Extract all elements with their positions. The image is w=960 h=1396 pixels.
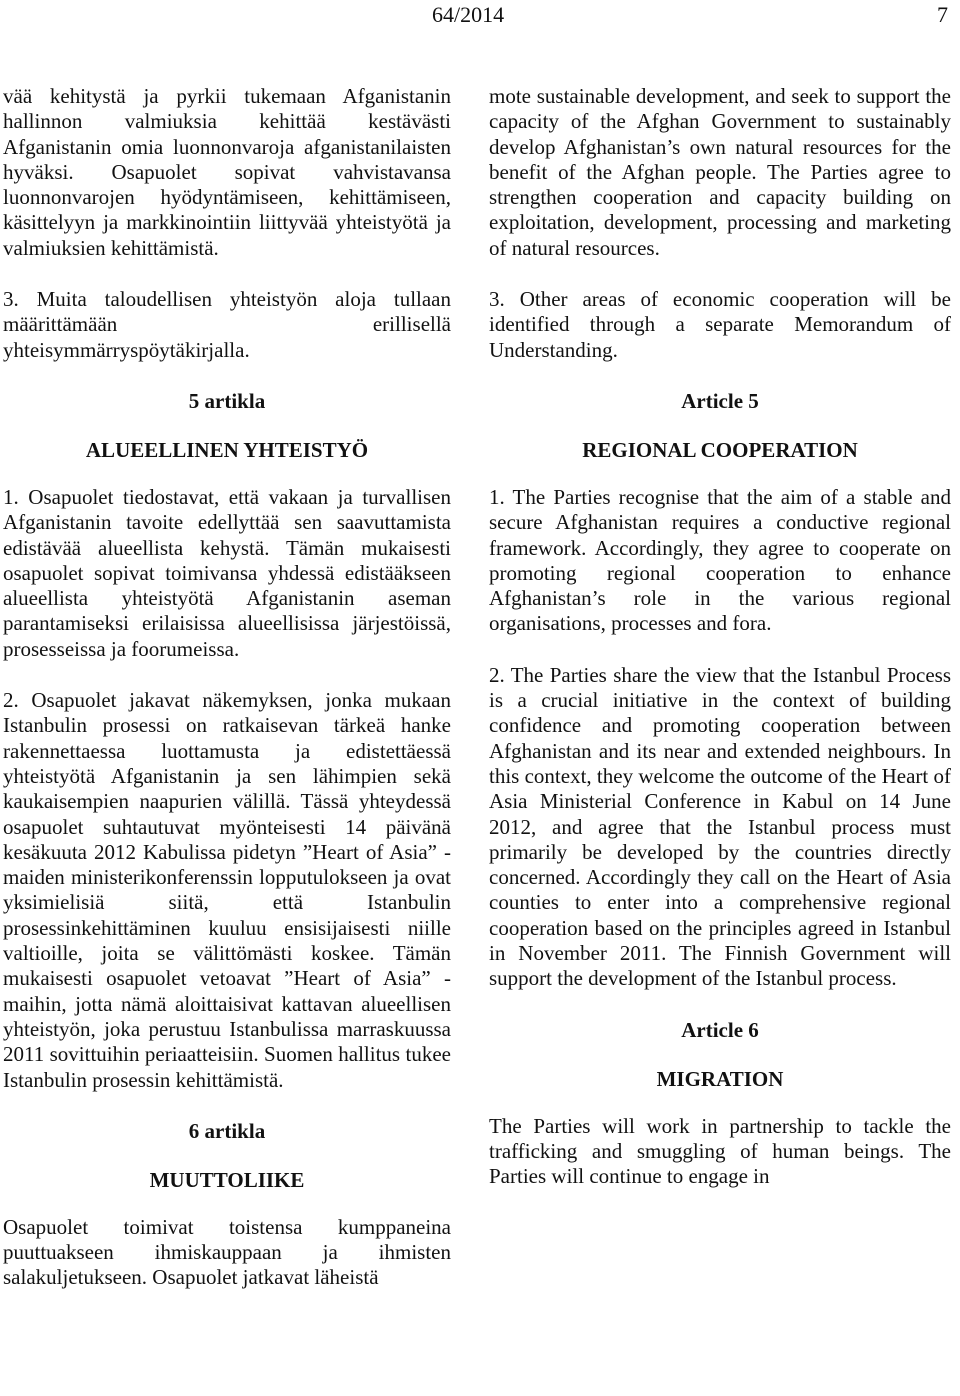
fi-paragraph-3: 3. Muita taloudellisen yhteistyön aloja tullaan määrittämään erillisellä yhteisymmärryspöytäkirjalla. [3,287,451,362]
fi-paragraph-intro: vää kehitystä ja pyrkii tukemaan Afganistanin hallinnon valmiuksia kehittää kestävästi Afganistanin omia luonnonvaroja afganistanilaisten hyväksi. Osapuolet sopivat vahvistavansa luonnonvarojen hyödyntämiseen, kehittämiseen, käsittelyyn ja markkinointiin liittyvää yhteistyötä ja valmiuksien kehittämistä. [3,84,451,260]
fi-article-5-paragraph-1: 1. Osapuolet tiedostavat, että vakaan ja turvallisen Afganistanin tavoite edellyttää sen saavuttamista edistävää alueellista kehystä. Tämän mukaisesti osapuolet sopivat toimivansa yhdessä edistääkseen alueellista yhteistyötä Afganistanin aseman parantamiseksi erilaisissa alueellisissa järjestöissä, prosesseissa ja foorumeissa. [3,484,451,661]
en-paragraph-3: 3. Other areas of economic cooperation will be identified through a separate Memorandum of Understanding. [489,287,951,362]
fi-article-6-title: MUUTTOLIIKE [149,1167,305,1192]
en-paragraph-intro: mote sustainable development, and seek to support the capacity of the Afghan Government to sustainably develop Afghanistan’s own natural resources for the benefit of the Afghan people. The Parties agree to strengthen cooperation and capacity building on exploitation, development, processing and marketing of natural resources. [489,84,951,260]
en-article-6-heading: Article 6 [681,1017,759,1042]
finnish-column [3,84,451,1315]
fi-article-6-paragraph-1: Osapuolet toimivat toistensa kumppaneina puuttuakseen ihmiskauppaan ja ihmisten salakuljetukseen. Osapuolet jatkavat läheistä [3,1214,451,1290]
fi-article-5-paragraph-2: 2. Osapuolet jakavat näkemyksen, jonka mukaan Istanbulin prosessi on ratkaisevan tärkeä hanke rakennettaessa luottamusta ja edistettäessä yhteistyötä Afganistanin ja sen lähimpien sekä kaukaisempien naapurien välillä. Tässä yhteydessä osapuolet suhtautuvat myönteisesti 14 päivänä kesäkuuta 2012 Kabulissa pidetyn ”Heart of Asia” -maiden ministerikonferenssin lopputulokseen ja ovat yksimielisiä siitä, että Istanbulin prosessinkehittäminen kuuluu ensisijaisesti niille valtioille, joita se välittömästi koskee. Tämän mukaisesti osapuolet vetoavat ”Heart of Asia” -maihin, jotta nämä aloittaisivat kattavan alueellisen yhteistyön, joka perustuu Istanbulissa marraskuussa 2011 sovittuihin periaatteisiin. Suomen hallitus tukee Istanbulin prosessin kehittämistä. [3,688,451,1092]
en-article-6-title: MIGRATION [656,1066,784,1091]
fi-article-5-heading: 5 artikla [188,388,266,413]
en-article-5-heading: Article 5 [681,388,759,413]
en-article-5-paragraph-2: 2. The Parties share the view that the Istanbul Process is a crucial initiative in the context of building confidence and promoting cooperation between Afghanistan and its near and extended neighbours. In this context, they welcome the outcome of the Heart of Asia Ministerial Conference in Kabul on 14 June 2012, and agree that the Istanbul process must primarily be developed by the countries directly concerned. Accordingly they call on the Heart of Asia counties to enter into a comprehensive regional cooperation based on the principles agreed in Istanbul in November 2011. The Finnish Government will support the development of the Istanbul process. [489,662,951,991]
en-article-5-title: REGIONAL COOPERATION [582,437,858,462]
en-article-6-paragraph-1: The Parties will work in partnership to tackle the trafficking and smuggling of human beings. The Parties will continue to engage in [489,1113,951,1189]
page-number: 7 [937,2,948,27]
fi-article-5-title: ALUEELLINEN YHTEISTYÖ [85,437,369,462]
en-article-5-paragraph-1: 1. The Parties recognise that the aim of a stable and secure Afghanistan requires a conductive regional framework. Accordingly, they agree to cooperate on promoting regional cooperation to enhance Afghanistan’s role in the various regional organisations, processes and fora. [489,484,951,636]
issue-number: 64/2014 [432,2,505,27]
english-column [489,84,951,1214]
fi-article-6-heading: 6 artikla [188,1118,266,1143]
page-header [0,0,960,30]
